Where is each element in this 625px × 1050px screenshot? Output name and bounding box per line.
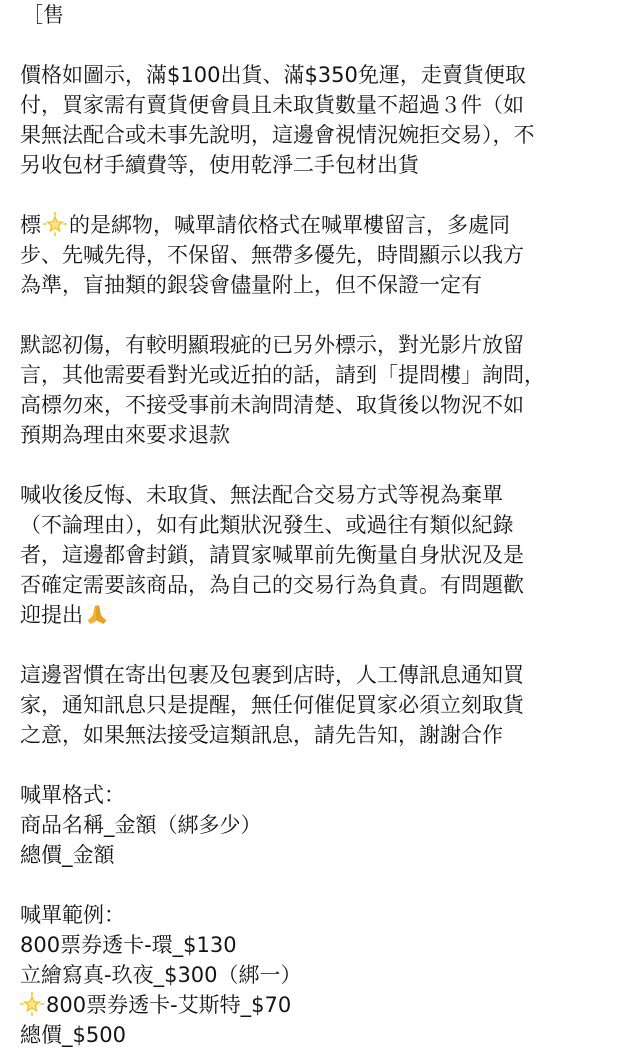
text-line: 價格如圖示，滿$100出貨、滿$350免運，走賣貨便取 bbox=[20, 63, 526, 87]
text-line: 高標勿來，不接受事前未詢問清楚、取貨後以物況不如 bbox=[20, 393, 524, 417]
notification-paragraph bbox=[20, 660, 616, 750]
text-line: 這邊習慣在寄出包裹及包裹到店時，人工傳訊息通知買 bbox=[20, 663, 524, 687]
text-line: 為準，盲抽類的銀袋會儘量附上，但不保證一定有 bbox=[20, 273, 482, 297]
text-line: 付，買家需有賣貨便會員且未取貨數量不超過３件（如 bbox=[20, 93, 524, 117]
glowing-star-icon bbox=[43, 212, 67, 236]
text-line: 言，其他需要看對光或近拍的話，請到「提問樓」詢問， bbox=[20, 363, 545, 387]
bundle-rule-text: 的是綁物，喊單請依格式在喊單樓留言，多處同 bbox=[69, 213, 510, 237]
text-line: 者，這邊都會封鎖，請買家喊單前先衡量自身狀況及是 bbox=[20, 543, 524, 567]
text-line bbox=[20, 210, 616, 240]
text-line: 立繪寫真-玖夜_$300（綁一） bbox=[20, 963, 302, 987]
text-line: 家，通知訊息只是提醒，無任何催促買家必須立刻取貨 bbox=[20, 693, 524, 717]
post-body bbox=[20, 0, 616, 1050]
folded-hands-icon bbox=[85, 602, 109, 626]
text-line: 預期為理由來要求退款 bbox=[20, 423, 230, 447]
price-shipping-paragraph bbox=[20, 60, 616, 180]
text-line: 默認初傷，有較明顯瑕疵的已另外標示，對光影片放留 bbox=[20, 333, 524, 357]
condition-paragraph bbox=[20, 330, 616, 450]
text-line: 否確定需要該商品，為自己的交易行為負責。有問題歡 bbox=[20, 573, 524, 597]
text-line: 步、先喊先得，不保留、無帶多優先，時間顯示以我方 bbox=[20, 243, 524, 267]
text-line bbox=[20, 600, 616, 630]
text-line: 商品名稱_金額（綁多少） bbox=[20, 813, 262, 837]
order-example-paragraph bbox=[20, 900, 616, 1050]
text-line: 800票券透卡-環_$130 bbox=[20, 933, 237, 957]
order-example-heading: 喊單範例： bbox=[20, 903, 125, 927]
text-line: 喊收後反悔、未取貨、無法配合交易方式等視為棄單 bbox=[20, 483, 503, 507]
example-total: 總價_$500 bbox=[20, 1023, 126, 1047]
order-format-paragraph bbox=[20, 780, 616, 870]
sale-tag: ［售 bbox=[22, 3, 64, 27]
text-line: 另收包材手續費等，使用乾淨二手包材出貨 bbox=[20, 153, 419, 177]
glowing-star-icon bbox=[20, 992, 44, 1016]
cancellation-paragraph bbox=[20, 480, 616, 630]
closing-text: 迎提出 bbox=[20, 603, 83, 627]
bundle-example-text: 800票券透卡-艾斯特_$70 bbox=[46, 993, 292, 1017]
bundle-lead-text: 標 bbox=[20, 213, 41, 237]
text-line: 果無法配合或未事先說明，這邊會視情況婉拒交易），不 bbox=[20, 123, 535, 147]
order-format-heading: 喊單格式： bbox=[20, 783, 125, 807]
sale-tag-paragraph bbox=[20, 0, 616, 30]
text-line: （不論理由），如有此類狀況發生、或過往有類似紀錄 bbox=[20, 513, 514, 537]
text-line bbox=[20, 990, 616, 1020]
text-line: 總價_金額 bbox=[20, 843, 115, 867]
bundle-rules-paragraph bbox=[20, 210, 616, 300]
text-line: 之意，如果無法接受這類訊息，請先告知，謝謝合作 bbox=[20, 723, 503, 747]
